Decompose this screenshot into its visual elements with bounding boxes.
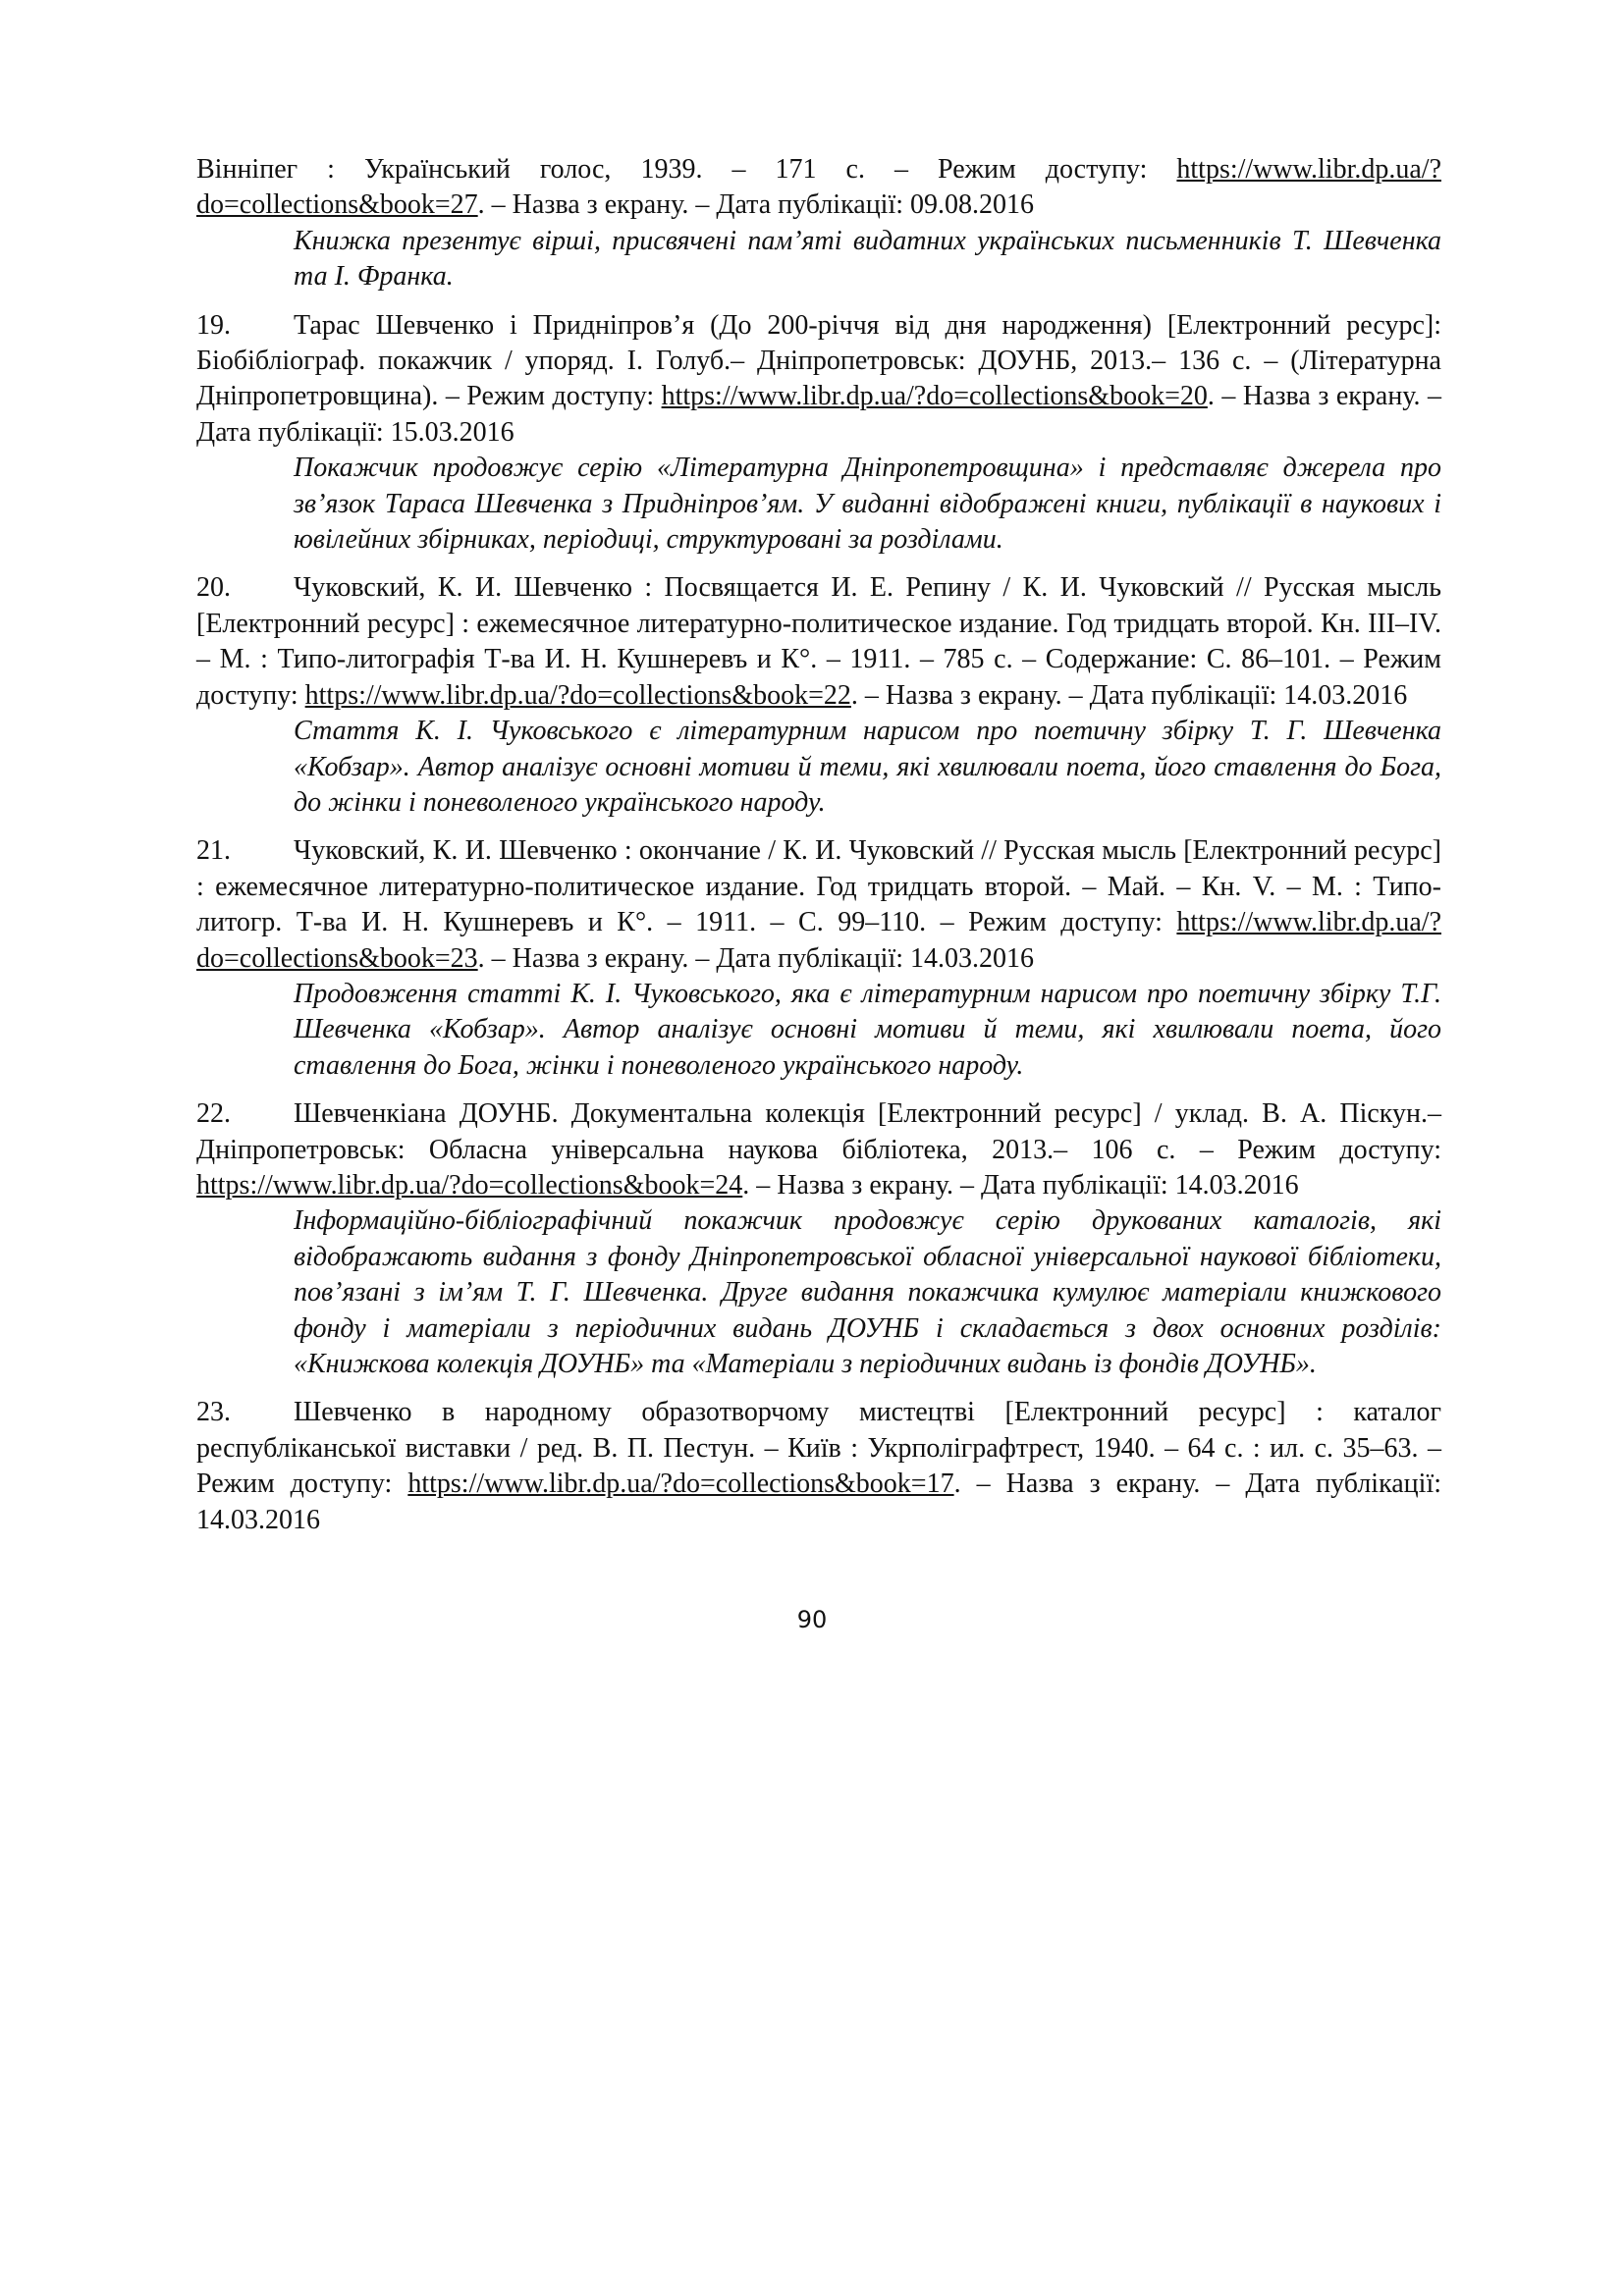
bibliography-entry: [196, 152, 1441, 295]
entry-text-tail: . – Назва з екрану. – Дата публікації: 14.03.2016: [742, 1169, 1299, 1201]
entry-number: 23.: [196, 1397, 231, 1428]
entry-number: 21.: [196, 835, 231, 867]
entry-text-tail: . – Назва з екрану. – Дата публікації: 14.03.2016: [850, 679, 1408, 711]
collection-link[interactable]: https://www.libr.dp.ua/?do=collections&book=20: [661, 381, 1208, 412]
document-page: [196, 152, 1441, 1551]
entry-text-tail: . – Назва з екрану. – Дата публікації: 14.03.2016: [477, 942, 1035, 974]
entry-citation: [196, 1395, 1441, 1538]
entry-annotation: Інформаційно-бібліографічний покажчик продовжує серію друкованих каталогів, які відображають видання з фонду Дніпропетровської обласної універсальної наукової бібліотеки, пов’язані з ім’ям Т. Г. Шевченка. Друге видання покажчика кумулює матеріали книжкового фонду і матеріали з періодичних видань ДОУНБ і складається з двох основних розділів: «Книжкова колекція ДОУНБ» та «Матеріали з періодичних видань із фондів ДОУНБ».: [294, 1205, 1441, 1379]
collection-link[interactable]: https://www.libr.dp.ua/?do=collections&book=24: [196, 1169, 743, 1201]
page-number: 90: [796, 1606, 828, 1633]
entry-number: 19.: [196, 309, 231, 341]
entry-text: Вінніпег : Український голос, 1939. – 171 с. – Режим доступу:: [196, 154, 1177, 185]
entry-text: Шевченко в народному образотворчому мистецтві [Електронний ресурс] : каталог республіканської виставки / ред. В. П. Пестун. – Київ : Укрполіграфтрест, 1940. – 64 с. : ил. с. 35–63. – Режим доступу:: [196, 1397, 1441, 1500]
collection-link[interactable]: https://www.libr.dp.ua/?do=collections&book=17: [407, 1468, 954, 1500]
entry-text: Чуковский, К. И. Шевченко : Посвящается И. Е. Репину / К. И. Чуковский // Русская мысль [Електронний ресурс] : ежемесячное литературно-политическое издание. Год тридцать второй. Кн. III–IV. – М. : Типо-литографія Т-ва И. Н. Кушнеревъ и К°. – 1911. – 785 с. – Содержание: С. 86–101. – Режим доступу:: [196, 572, 1441, 711]
bibliography-entry: [196, 1395, 1441, 1538]
bibliography-entry: [196, 833, 1441, 1084]
entry-text-tail: . – Назва з екрану. – Дата публікації: 15.03.2016: [196, 381, 1441, 448]
entry-text: Тарас Шевченко і Придніпров’я (До 200-річчя від дня народження) [Електронний ресурс]: Біобібліограф. покажчик / упоряд. І. Голуб.– Дніпропетровськ: ДОУНБ, 2013.– 136 с. – (Літературна Дніпропетровщина). – Режим доступу:: [196, 309, 1441, 412]
entry-citation: [196, 833, 1441, 977]
entry-citation: [196, 570, 1441, 714]
entry-number: 22.: [196, 1098, 231, 1130]
entry-text-tail: . – Назва з екрану. – Дата публікації: 14.03.2016: [196, 1468, 1442, 1535]
collection-link[interactable]: https://www.libr.dp.ua/?do=collections&book=22: [304, 679, 851, 711]
collection-link[interactable]: https://www.libr.dp.ua/?do=collections&book=23: [196, 907, 1441, 974]
entry-annotation: Стаття К. І. Чуковського є літературним нарисом про поетичну збірку Т. Г. Шевченка «Кобзар». Автор аналізує основні мотиви й теми, які хвилювали поета, його ставлення до Бога, до жінки і поневоленого українського народу.: [294, 716, 1441, 818]
entry-citation: [196, 308, 1441, 452]
bibliography-entry: [196, 308, 1441, 559]
bibliography-entry: [196, 1096, 1441, 1382]
bibliography-entry: [196, 570, 1441, 821]
entry-annotation: Покажчик продовжує серію «Літературна Дніпропетровщина» і представляє джерела про зв’язок Тараса Шевченка з Придніпров’ям. У виданні відображені книги, публікації в наукових і ювілейних збірниках, періодиці, структуровані за розділами.: [294, 453, 1441, 556]
entry-annotation: Продовження статті К. І. Чуковського, яка є літературним нарисом про поетичну збірку Т.Г. Шевченка «Кобзар». Автор аналізує основні мотиви й теми, які хвилювали поета, його ставлення до Бога, жінки і поневоленого українського народу.: [294, 978, 1441, 1081]
entry-text: Чуковский, К. И. Шевченко : окончание / К. И. Чуковский // Русская мысль [Електронний ресурс] : ежемесячное литературно-политическое издание. Год тридцать второй. – Май. – Кн. V. – М. : Типо-литогр. Т-ва И. Н. Кушнеревъ и К°. – 1911. – С. 99–110. – Режим доступу:: [196, 835, 1441, 938]
entry-citation: [196, 152, 1441, 224]
collection-link[interactable]: https://www.libr.dp.ua/?do=collections&book=27: [196, 154, 1441, 221]
entry-text: Шевченкіана ДОУНБ. Документальна колекція [Електронний ресурс] / уклад. В. А. Піскун.– Дніпропетровськ: Обласна універсальна наукова бібліотека, 2013.– 106 с. – Режим доступу:: [196, 1098, 1441, 1165]
entry-number: 20.: [196, 572, 231, 604]
entry-citation: [196, 1096, 1441, 1203]
entry-annotation: Книжка презентує вірші, присвячені пам’яті видатних українських письменників Т. Шевченка та І. Франка.: [294, 225, 1441, 293]
entry-text-tail: . – Назва з екрану. – Дата публікації: 09.08.2016: [477, 189, 1035, 221]
